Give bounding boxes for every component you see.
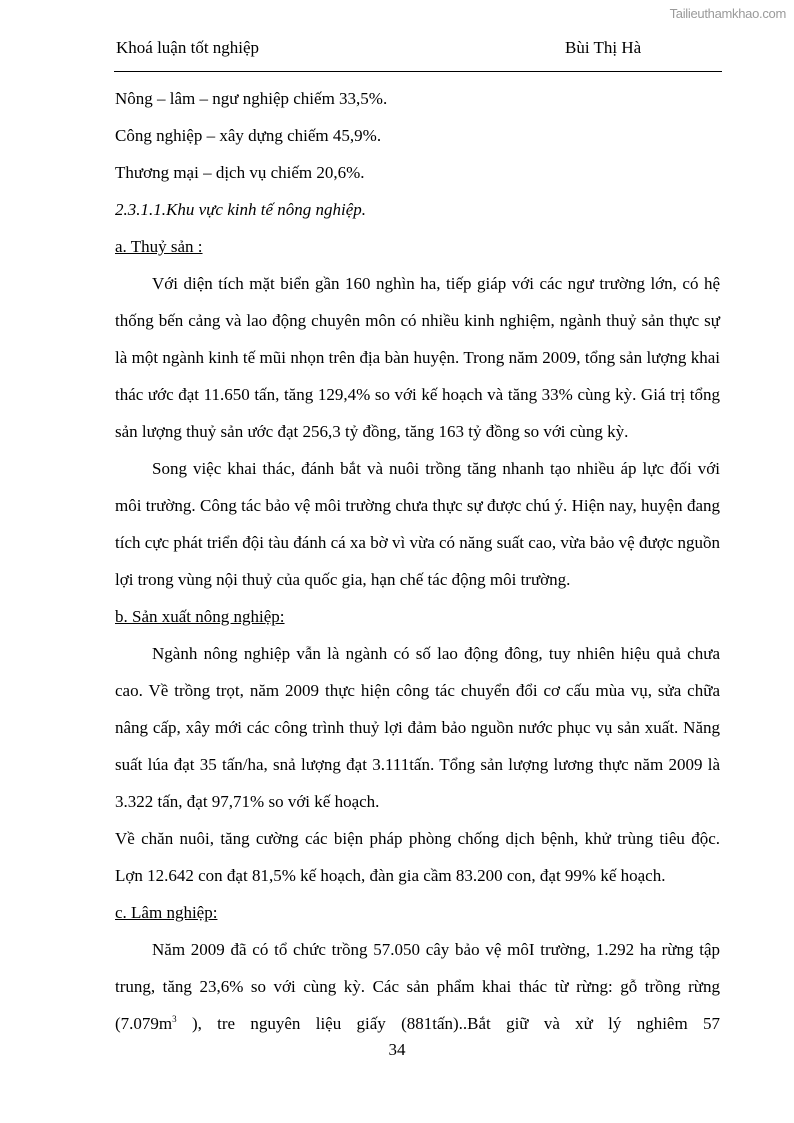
paragraph-text: ), tre nguyên liệu giấy (881tấn)..Bắt giữ và xử lý nghiêm 57 (176, 1014, 720, 1033)
section-title: 2.3.1.1.Khu vực kinh tế nông nghiệp. (115, 200, 367, 219)
page-number: 34 (388, 1040, 406, 1059)
paragraph: Ngành nông nghiệp vẫn là ngành có số lao động đông, tuy nhiên hiệu quả chưa cao. Về trồng trọt, năm 2009 thực hiện công tác chuyển đổi cơ cấu mùa vụ, sửa chữa nâng cấp, xây mới các công trình thuỷ lợi đảm bảo nguồn nước phục vụ sản xuất. Năng suất lúa đạt 35 tấn/ha, snả lượng đạt 3.111tấn. Tổng sản lượng lương thực năm 2009 là 3.322 tấn, đạt 97,71% so với kế hoạch. (115, 644, 720, 811)
header-author: Bùi Thị Hà (565, 38, 642, 57)
intro-line: Nông – lâm – ngư nghiệp chiếm 33,5%. (115, 89, 388, 108)
intro-line: Thương mại – dịch vụ chiếm 20,6%. (115, 163, 365, 182)
paragraph: Về chăn nuôi, tăng cường các biện pháp phòng chống dịch bệnh, khử trùng tiêu độc. Lợn 12.642 con đạt 81,5% kế hoạch, đàn gia cầm 83.200 con, đạt 99% kế hoạch. (115, 829, 720, 885)
document-body (115, 80, 720, 1042)
paragraph: Song việc khai thác, đánh bắt và nuôi trồng tăng nhanh tạo nhiều áp lực đối với môi trường. Công tác bảo vệ môi trường chưa thực sự được chú ý. Hiện nay, huyện đang tích cực phát triển đội tàu đánh cá xa bờ vì vừa có năng suất cao, vừa bảo vệ được nguồn lợi trong vùng nội thuỷ của quốc gia, hạn chế tác động môi trường. (115, 459, 720, 589)
header-title: Khoá luận tốt nghiệp (116, 38, 260, 57)
subsection-title-a: a. Thuỷ sản : (115, 237, 203, 256)
subsection-title-b: b. Sản xuất nông nghiệp: (115, 607, 285, 626)
superscript: 3 (172, 1014, 177, 1024)
watermark: Tailieuthamkhao.com (669, 6, 786, 21)
intro-line: Công nghiệp – xây dựng chiếm 45,9%. (115, 126, 382, 145)
paragraph-text: Năm 2009 đã có tổ chức trồng 57.050 cây bảo vệ môI trường, 1.292 ha rừng tập trung, tăng 23,6% so với cùng kỳ. Các sản phẩm khai thác từ rừng: gỗ trồng rừng (7.079m (115, 940, 720, 1033)
paragraph: Với diện tích mặt biển gần 160 nghìn ha, tiếp giáp với các ngư trường lớn, có hệ thống bến cảng và lao động chuyên môn có nhiều kinh nghiệm, ngành thuỷ sản thực sự là một ngành kinh tế mũi nhọn trên địa bàn huyện. Trong năm 2009, tổng sản lượng khai thác ước đạt 11.650 tấn, tăng 129,4% so với kế hoạch và tăng 33% cùng kỳ. Giá trị tổng sản lượng thuỷ sản ước đạt 256,3 tỷ đồng, tăng 163 tỷ đồng so với cùng kỳ. (115, 274, 720, 441)
paragraph (115, 931, 720, 1042)
subsection-title-c: c. Lâm nghiệp: (115, 903, 218, 922)
page-header (114, 38, 722, 72)
